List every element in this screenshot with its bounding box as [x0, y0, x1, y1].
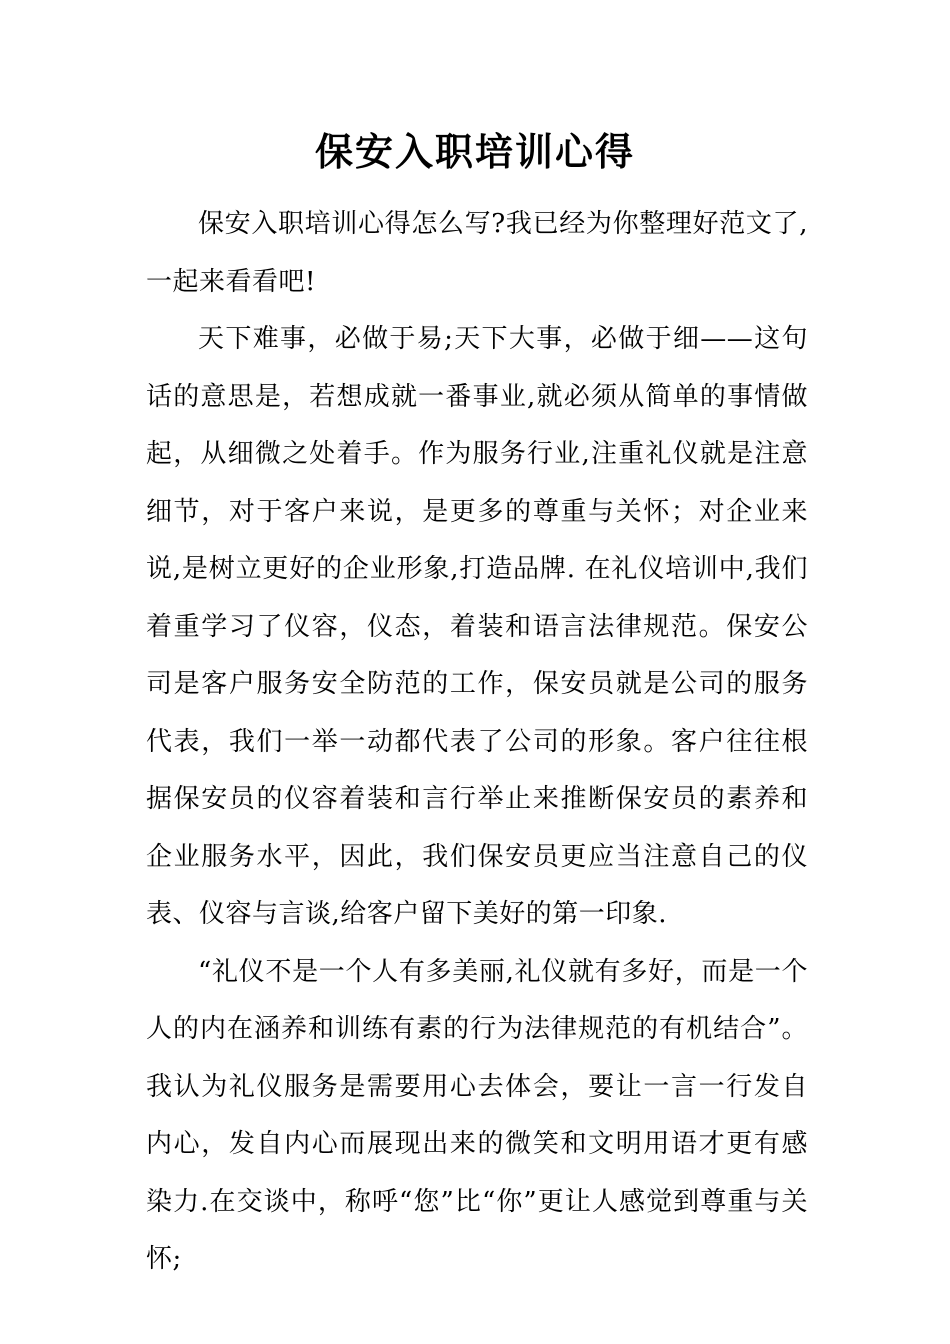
paragraph-etiquette: “礼仪不是一个人有多美丽,礼仪就有多好，而是一个人的内在涵养和训练有素的行为法律规范的有机结合”。我认为礼仪服务是需要用心去体会，要让一言一行发自内心，发自内心而展现出来的微笑和文明用语才更有感染力.在交谈中，称呼“您”比“你”更让人感觉到尊重与关怀; [146, 956, 808, 1274]
document-body [146, 196, 808, 1289]
document-title: 保安入职培训心得 [314, 129, 635, 174]
paragraph-details: 天下难事，必做于易;天下大事，必做于细——这句话的意思是，若想成就一番事业,就必须从简单的事情做起，从细微之处着手。作为服务行业,注重礼仪就是注意细节，对于客户来说，是更多的尊重与关怀；对企业来说,是树立更好的企业形象,打造品牌. 在礼仪培训中,我们着重学习了仪容，仪态，着装和语言法律规范。保安公司是客户服务安全防范的工作，保安员就是公司的服务代表，我们一举一动都代表了公司的形象。客户往往根据保安员的仪容着装和言行举止来推断保安员的素养和企业服务水平，因此，我们保安员更应当注意自己的仪表、仪容与言谈,给客户留下美好的第一印象. [146, 324, 808, 929]
paragraph-intro: 保安入职培训心得怎么写?我已经为你整理好范文了,一起来看看吧! [146, 209, 808, 297]
